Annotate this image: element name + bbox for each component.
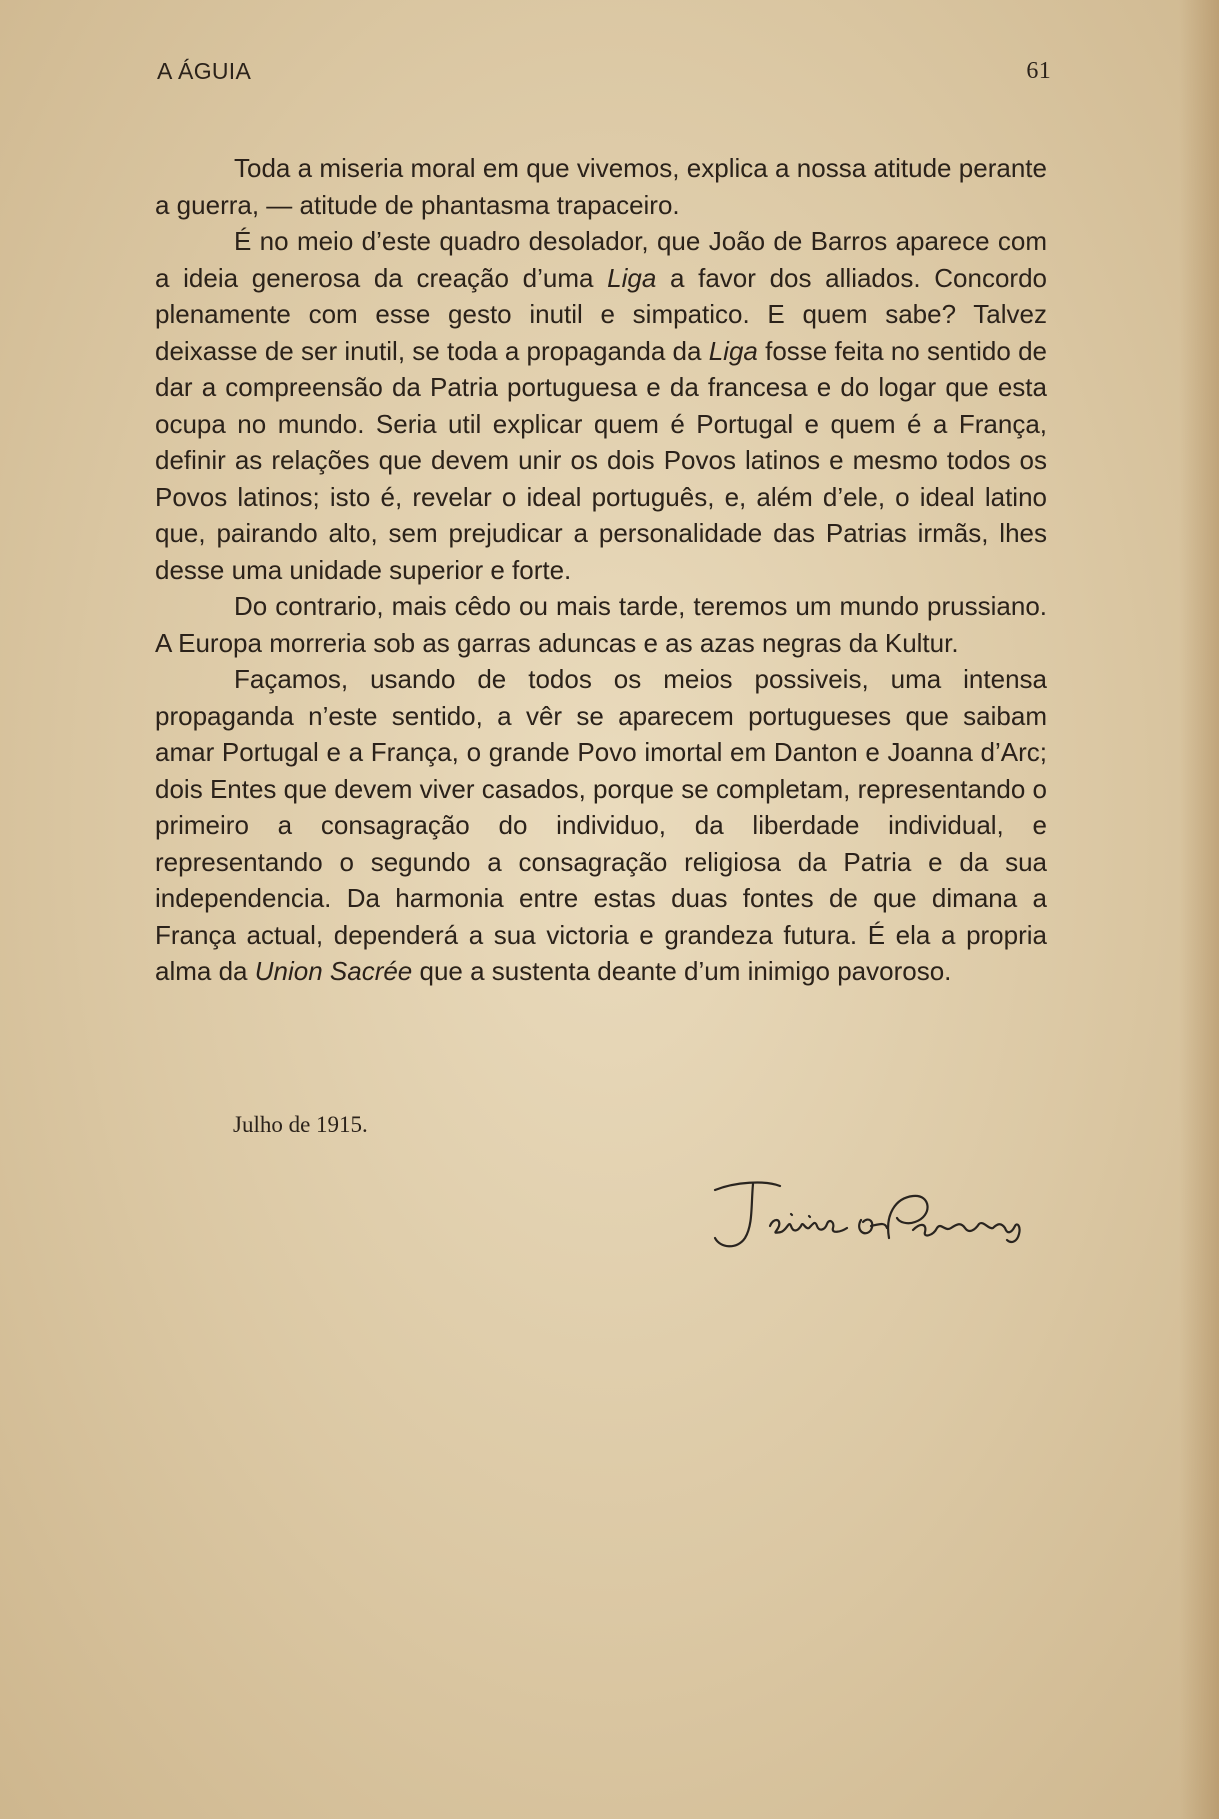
text-run: Façamos, usando de todos os meios possiveis, uma intensa propaganda n’este sentido, a vêr se aparecem portugueses que saibam amar Portugal e a França, o grande Povo imortal em Danton e Joanna d’Arc; dois Entes que devem viver casados, porque se completam, representando o primeiro a consagração do individuo, da liberdade individual, e representando o segundo a consagração religiosa da Patria e da sua independencia. Da harmonia entre estas duas fontes de que dimana a França actual, dependerá a sua victoria e grandeza futura. É ela a propria alma da — [155, 664, 1047, 986]
page-number: 61 — [1026, 58, 1051, 84]
body-paragraph — [155, 223, 1047, 588]
text-run: que a sustenta deante d’um inimigo pavoroso. — [412, 956, 952, 986]
running-header — [157, 58, 1051, 92]
signature-icon — [675, 1160, 1055, 1270]
body-paragraph — [155, 150, 1047, 223]
body-paragraph — [155, 588, 1047, 661]
dateline: Julho de 1915. — [233, 1112, 368, 1137]
italic-term: Union Sacrée — [254, 956, 413, 986]
journal-name: A ÁGUIA — [157, 58, 252, 84]
text-run: É no meio d’este quadro desolador, que João de Barros aparece com a ideia generosa da creação d’uma — [155, 226, 1047, 293]
text-run: Toda a miseria moral em que vivemos, explica a nossa atitude perante a guerra, — atitude de phantasma trapaceiro. — [155, 153, 1047, 220]
page-edge-shading — [1179, 0, 1219, 1819]
handwritten-signature — [675, 1160, 1055, 1270]
article-body — [155, 150, 1047, 990]
text-run: fosse feita no sentido de dar a compreensão da Patria portuguesa e da francesa e do logar que esta ocupa no mundo. Seria util explicar quem é Portugal e quem é a França, definir as relações que devem unir os dois Povos latinos e mesmo todos os Povos latinos; isto é, revelar o ideal português, e, além d’ele, o ideal latino que, pairando alto, sem prejudicar a personalidade das Patrias irmãs, lhes desse uma unidade superior e forte. — [155, 335, 1047, 585]
text-run: a favor dos alliados. Concordo plenamente com esse gesto inutil e simpatico. E quem sabe? Talvez deixasse de ser inutil, se toda a propaganda da — [155, 262, 1047, 366]
text-run: Do contrario, mais cêdo ou mais tarde, teremos um mundo prussiano. A Europa morreria sob as garras aduncas e as azas negras da Kultur. — [155, 591, 1047, 658]
italic-term: Liga — [708, 335, 758, 366]
italic-term: Liga — [607, 262, 657, 293]
body-paragraph — [155, 661, 1047, 990]
